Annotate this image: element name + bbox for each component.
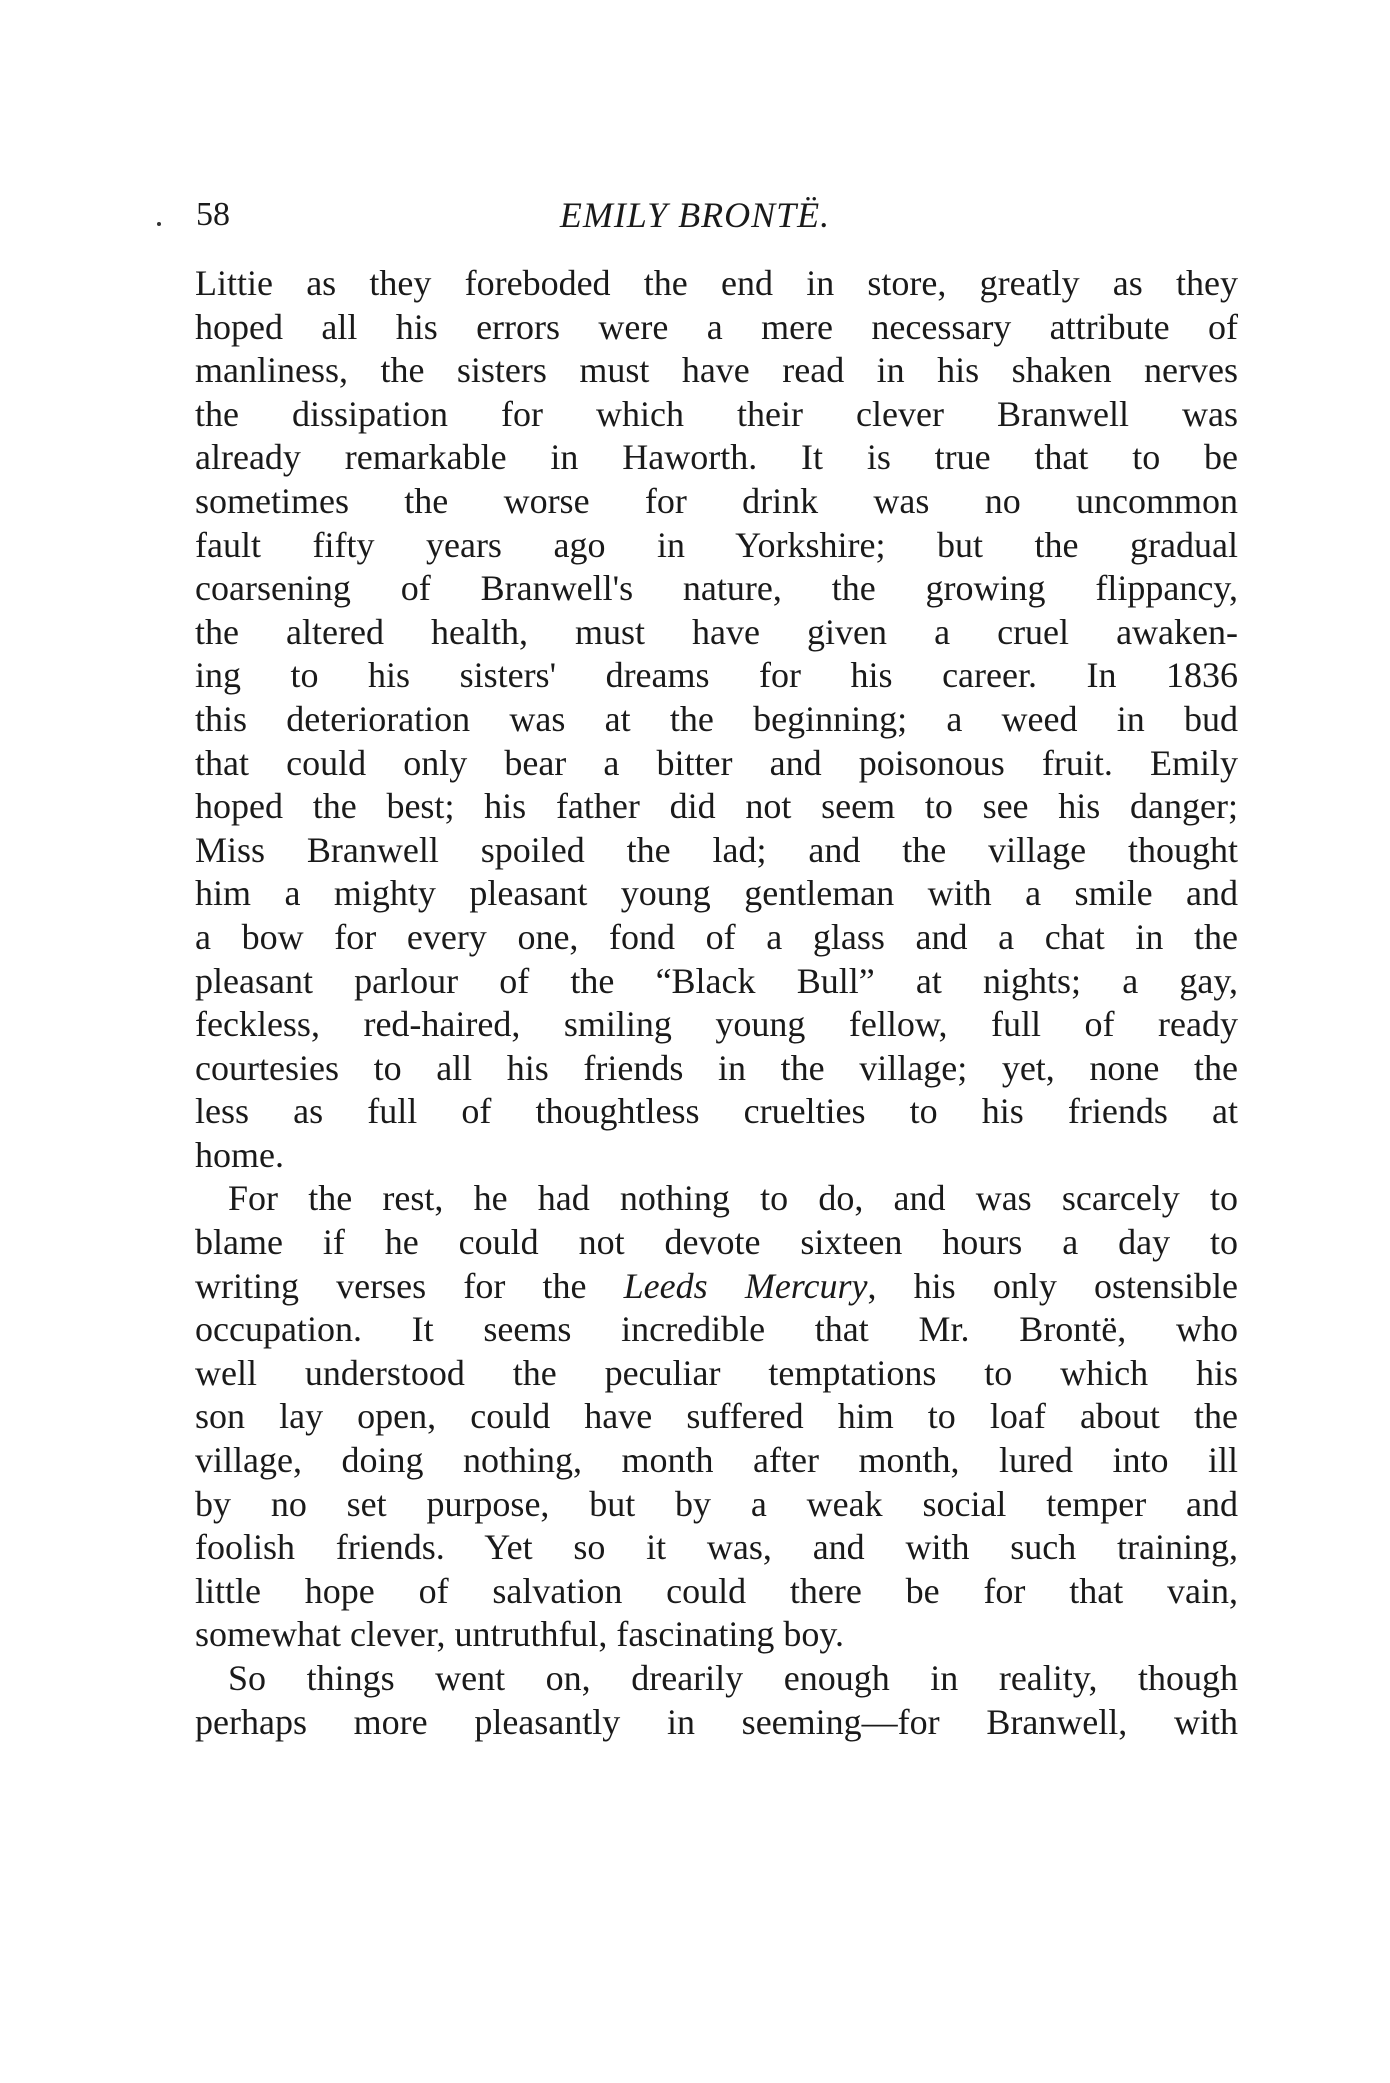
text-line: the altered health, must have given a cruel awaken- <box>195 611 1238 652</box>
text-line: the dissipation for which their clever Branwell was <box>195 393 1238 434</box>
text-line: village, doing nothing, month after month, lured into ill <box>195 1440 1238 1481</box>
text-line: hoped all his errors were a mere necessary attribute of <box>195 306 1238 347</box>
text-line: perhaps more pleasantly in seeming—for Branwell, with <box>195 1701 1238 1742</box>
text-line: this deterioration was at the beginning; a weed in bud <box>195 698 1238 739</box>
text-line: Littie as they foreboded the end in store, greatly as they <box>195 263 1238 303</box>
text-line: somewhat clever, untruthful, fascinating boy. <box>195 1614 845 1655</box>
text-line: Miss Branwell spoiled the lad; and the village thought <box>195 829 1238 870</box>
text-line: foolish friends. Yet so it was, and with such training, <box>195 1527 1238 1568</box>
text-line: hoped the best; his father did not seem to see his danger; <box>195 786 1238 827</box>
text-line: For the rest, he had nothing to do, and was scarcely to <box>228 1178 1238 1219</box>
text-line: him a mighty pleasant young gentleman with a smile and <box>195 873 1238 914</box>
text-line: home. <box>195 1134 284 1175</box>
text-line: coarsening of Branwell's nature, the growing flippancy, <box>195 568 1238 609</box>
text-line: ing to his sisters' dreams for his career. In 1836 <box>195 655 1238 696</box>
page-body <box>195 262 1238 1744</box>
text-line: courtesies to all his friends in the village; yet, none the <box>195 1047 1238 1088</box>
text-line: less as full of thoughtless cruelties to his friends at <box>195 1091 1238 1132</box>
text-line: feckless, red-haired, smiling young fellow, full of ready <box>195 1004 1238 1045</box>
newspaper-title: Leeds Mercury <box>623 1265 868 1306</box>
text-line: already remarkable in Haworth. It is true that to be <box>195 437 1238 478</box>
running-title: EMILY BRONTË. <box>559 195 831 235</box>
text-line: So things went on, drearily enough in reality, though <box>228 1658 1238 1698</box>
text-line: a bow for every one, fond of a glass and a chat in the <box>195 916 1238 957</box>
text-line: son lay open, could have suffered him to loaf about the <box>195 1396 1238 1437</box>
text-line: that could only bear a bitter and poisonous fruit. Emily <box>195 742 1238 783</box>
text-line: little hope of salvation could there be for that vain, <box>195 1570 1238 1611</box>
text-line: blame if he could not devote sixteen hours a day to <box>195 1222 1238 1263</box>
text-line: fault fifty years ago in Yorkshire; but the gradual <box>195 524 1238 565</box>
text-line: manliness, the sisters must have read in his shaken nerves <box>195 350 1238 391</box>
text-line: by no set purpose, but by a weak social temper and <box>195 1483 1238 1524</box>
text-line: writing verses for the Leeds Mercury, his only ostensible <box>195 1265 1238 1306</box>
text-line: well understood the peculiar temptations to which his <box>195 1352 1238 1393</box>
page-number: 58 <box>196 196 230 233</box>
text-line: occupation. It seems incredible that Mr. Brontë, who <box>195 1309 1238 1350</box>
text-line: sometimes the worse for drink was no uncommon <box>195 480 1238 521</box>
text-line: pleasant parlour of the “Black Bull” at nights; a gay, <box>195 960 1238 1001</box>
